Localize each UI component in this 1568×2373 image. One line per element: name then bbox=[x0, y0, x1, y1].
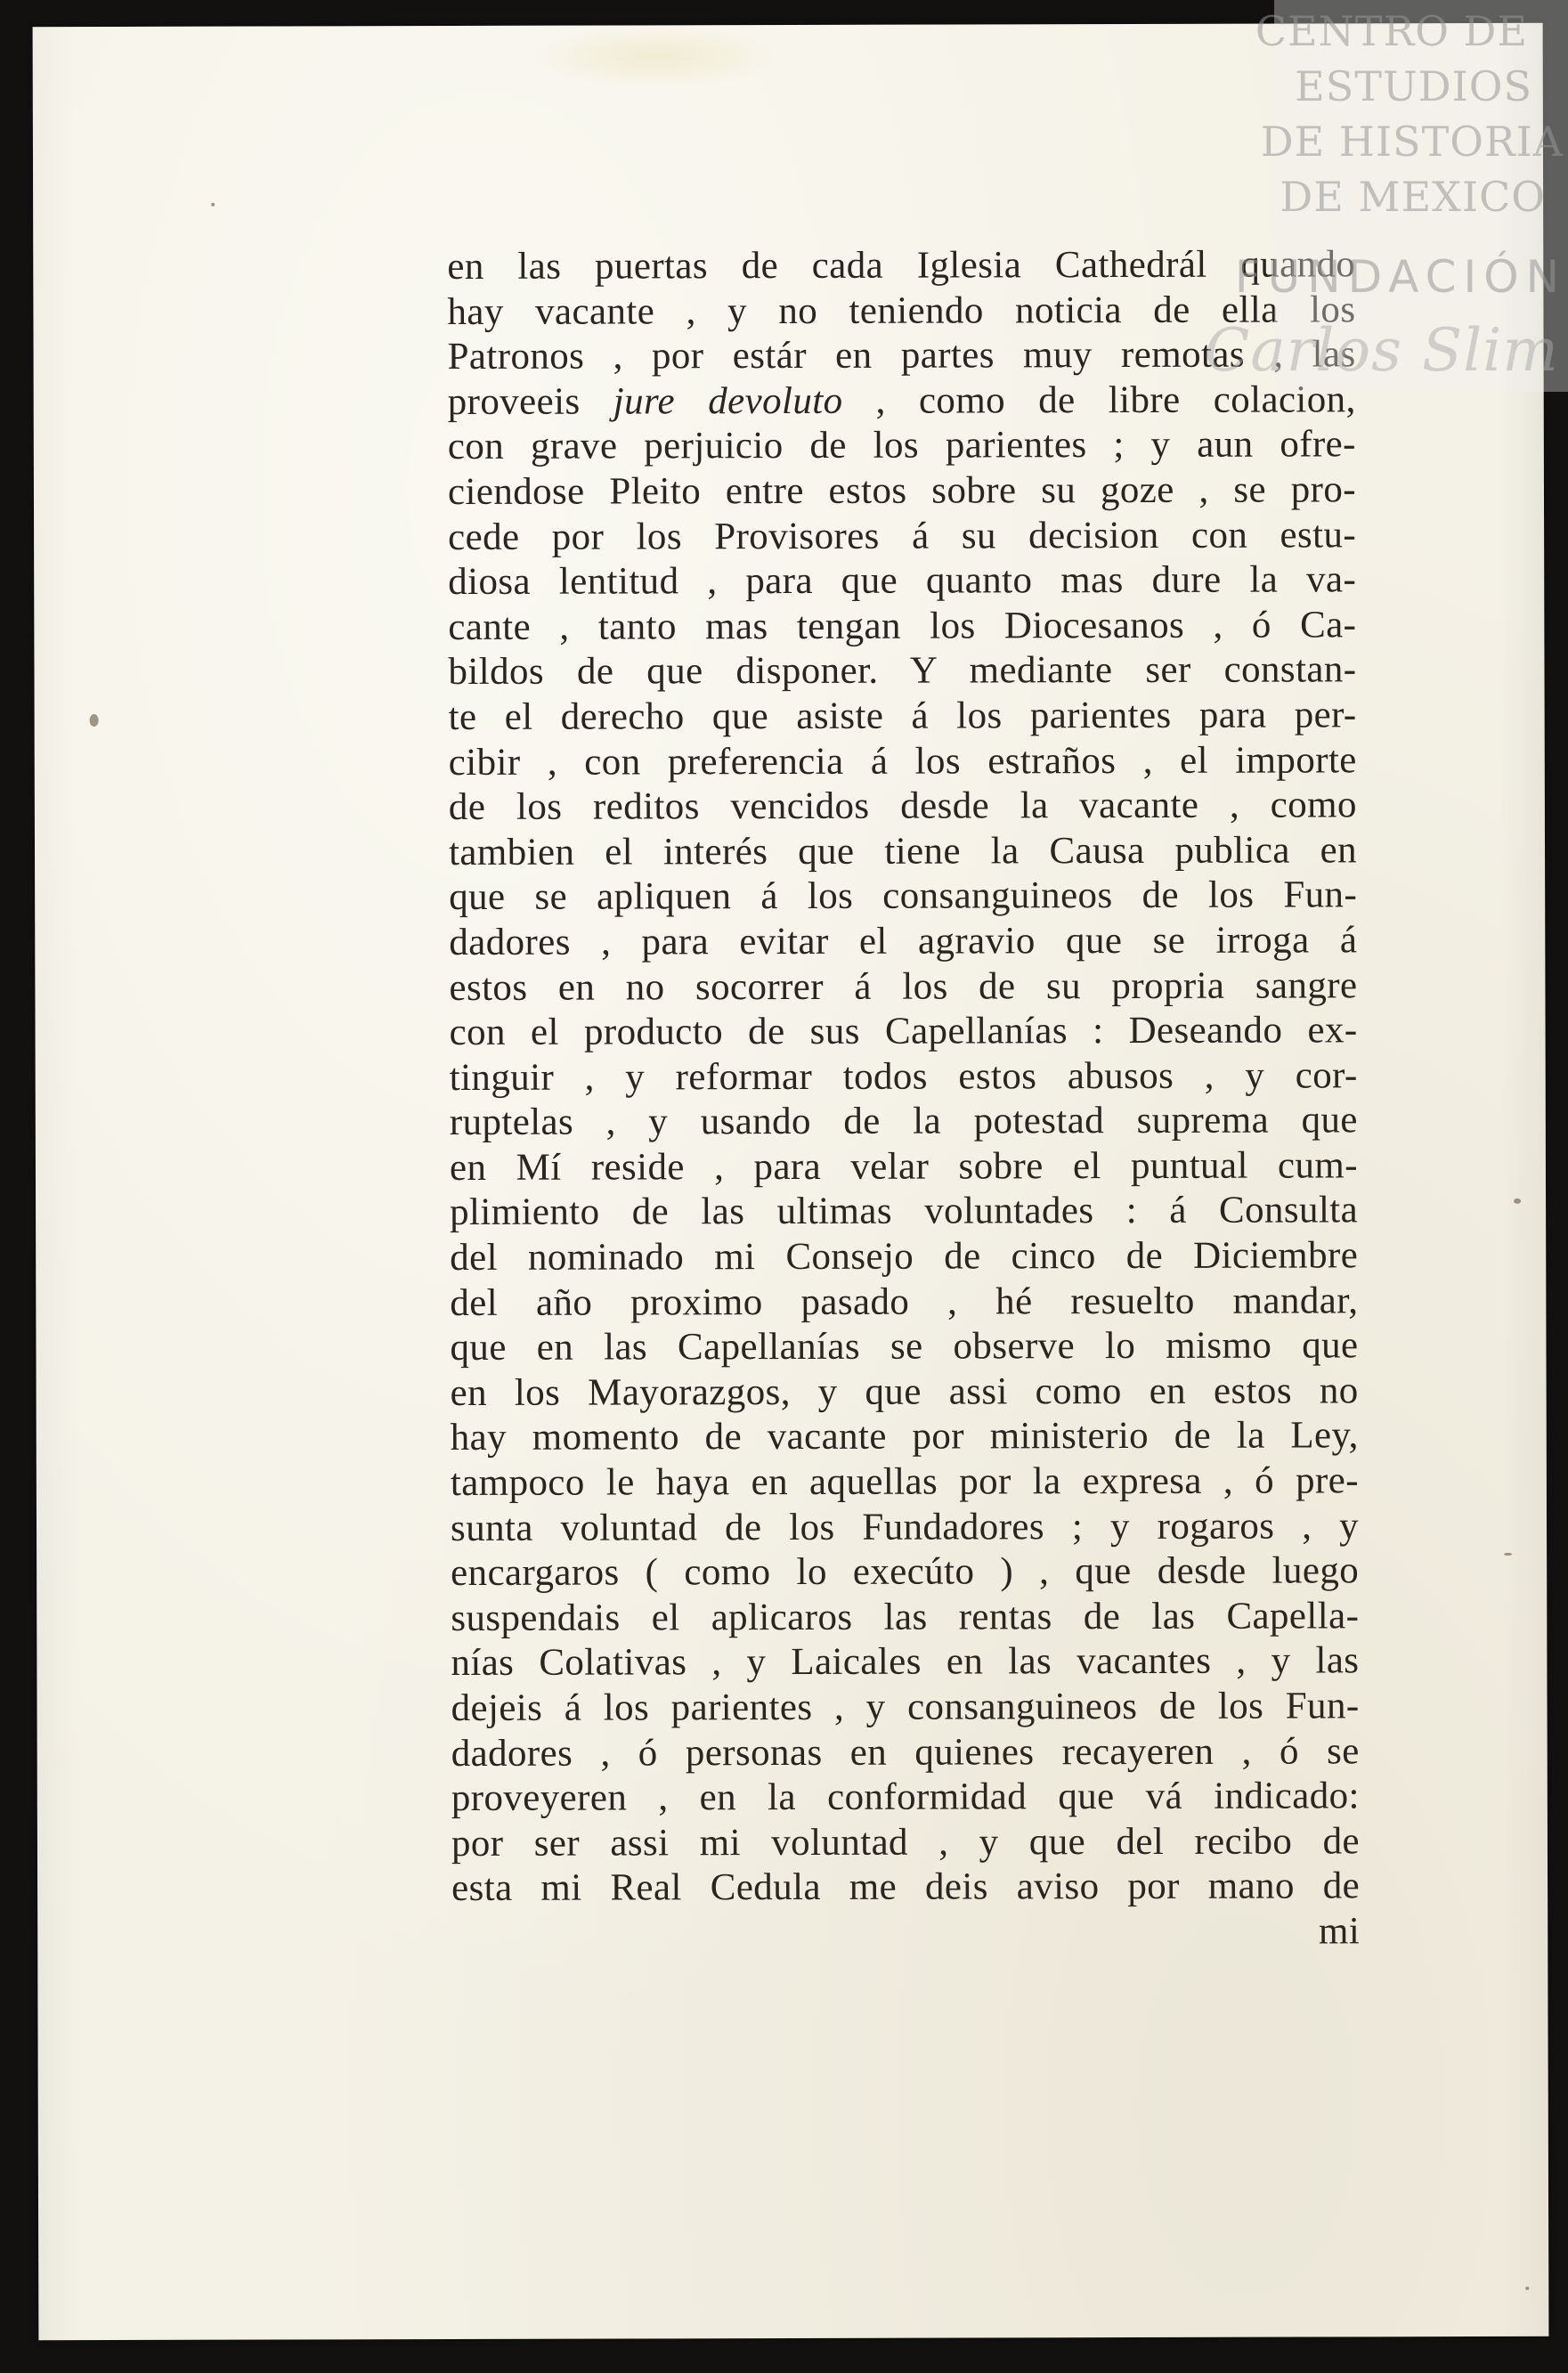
text-line: plimiento de las ultimas voluntades : á Consulta bbox=[450, 1189, 1359, 1234]
text-line: estos en no socorrer á los de su propria sangre bbox=[449, 963, 1358, 1009]
text-line: dadores , para evitar el agravio que se irroga á bbox=[449, 919, 1358, 963]
text-line: en las puertas de cada Iglesia Cathedrál quando bbox=[447, 243, 1356, 288]
text-line: hay momento de vacante por ministerio de la Ley, bbox=[450, 1414, 1359, 1459]
watermark-foundation: FUNDACIÓN bbox=[1234, 251, 1566, 303]
text-line: cede por los Provisores á su decision con estu- bbox=[448, 513, 1357, 558]
text-line: ciendose Pleito entre estos sobre su goze , se pro- bbox=[447, 468, 1357, 513]
watermark-line: DE HISTORIA bbox=[1260, 118, 1564, 166]
text-line: dadores , ó personas en quienes recayeren , ó se bbox=[451, 1729, 1360, 1775]
ink-speck bbox=[1504, 1553, 1512, 1556]
text-line: del nominado mi Consejo de cinco de Diciembre bbox=[450, 1234, 1359, 1280]
text-line: bildos de que disponer. Y mediante ser constan- bbox=[448, 648, 1357, 694]
text-line: con grave perjuicio de los parientes ; y aun ofre- bbox=[447, 423, 1356, 468]
ink-speck bbox=[211, 203, 215, 207]
text-line: esta mi Real Cedula me deis aviso por mano de bbox=[451, 1865, 1361, 1910]
watermark-line: DE MEXICO bbox=[1280, 173, 1546, 221]
text-line: diosa lentitud , para que quanto mas dure la va- bbox=[448, 558, 1357, 604]
watermark-signature: Carlos Slim bbox=[1204, 316, 1559, 385]
watermark-line: CENTRO DE bbox=[1255, 7, 1528, 55]
water-stain bbox=[532, 25, 781, 88]
text-line: en los Mayorazgos, y que assi como en estos no bbox=[450, 1369, 1359, 1414]
text-line: que en las Capellanías se observe lo mismo que bbox=[450, 1324, 1359, 1369]
text-line: encargaros ( como lo execúto ) , que desde luego bbox=[451, 1549, 1360, 1595]
text-line: tambien el interés que tiene la Causa publica en bbox=[448, 829, 1358, 874]
text-line: que se apliquen á los consanguineos de los Fun- bbox=[449, 874, 1358, 919]
text-line: sunta voluntad de los Fundadores ; y rogaros , y bbox=[450, 1504, 1360, 1549]
text-line: hay vacante , y no teniendo noticia de ella los bbox=[447, 288, 1356, 333]
text-line: Patronos , por estár en partes muy remotas , las bbox=[447, 333, 1356, 378]
text-line: suspendais el aplicaros las rentas de las Capella- bbox=[451, 1595, 1360, 1639]
text-line: por ser assi mi voluntad , y que del recibo de bbox=[451, 1820, 1361, 1865]
text-line: dejeis á los parientes , y consanguineos de los Fun- bbox=[451, 1685, 1360, 1730]
text-line: con el producto de sus Capellanías : Deseando ex- bbox=[449, 1009, 1358, 1054]
text-line: de los reditos vencidos desde la vacante , como bbox=[448, 784, 1357, 829]
text-line: cante , tanto mas tengan los Diocesanos , ó Ca- bbox=[448, 604, 1357, 648]
text-line: tinguir , y reformar todos estos abusos , y cor- bbox=[449, 1054, 1358, 1099]
text-line: tampoco le haya en aquellas por la expresa , ó pre- bbox=[450, 1459, 1359, 1505]
ink-speck bbox=[90, 714, 99, 727]
text-line: proveyeren , en la conformidad que vá indicado: bbox=[451, 1775, 1360, 1820]
watermark-line: ESTUDIOS bbox=[1295, 62, 1532, 110]
text-line: en Mí reside , para velar sobre el puntual cum- bbox=[449, 1144, 1359, 1189]
text-line: ruptelas , y usando de la potestad suprema que bbox=[449, 1099, 1358, 1144]
archive-watermark bbox=[1204, 0, 1568, 392]
text-line: nías Colativas , y Laicales en las vacantes , y las bbox=[451, 1639, 1360, 1685]
ink-speck bbox=[1525, 2287, 1529, 2290]
ink-speck bbox=[1514, 1199, 1521, 1204]
text-line: te el derecho que asiste á los parientes para per- bbox=[448, 694, 1357, 738]
text-line: proveeis jure devoluto , como de libre colacion, bbox=[447, 378, 1356, 423]
text-line: cibir , con preferencia á los estraños , el importe bbox=[448, 738, 1357, 784]
body-text bbox=[447, 242, 1360, 1956]
catchword: mi bbox=[1318, 1910, 1361, 1953]
text-line: del año proximo pasado , hé resuelto mandar, bbox=[450, 1279, 1359, 1324]
